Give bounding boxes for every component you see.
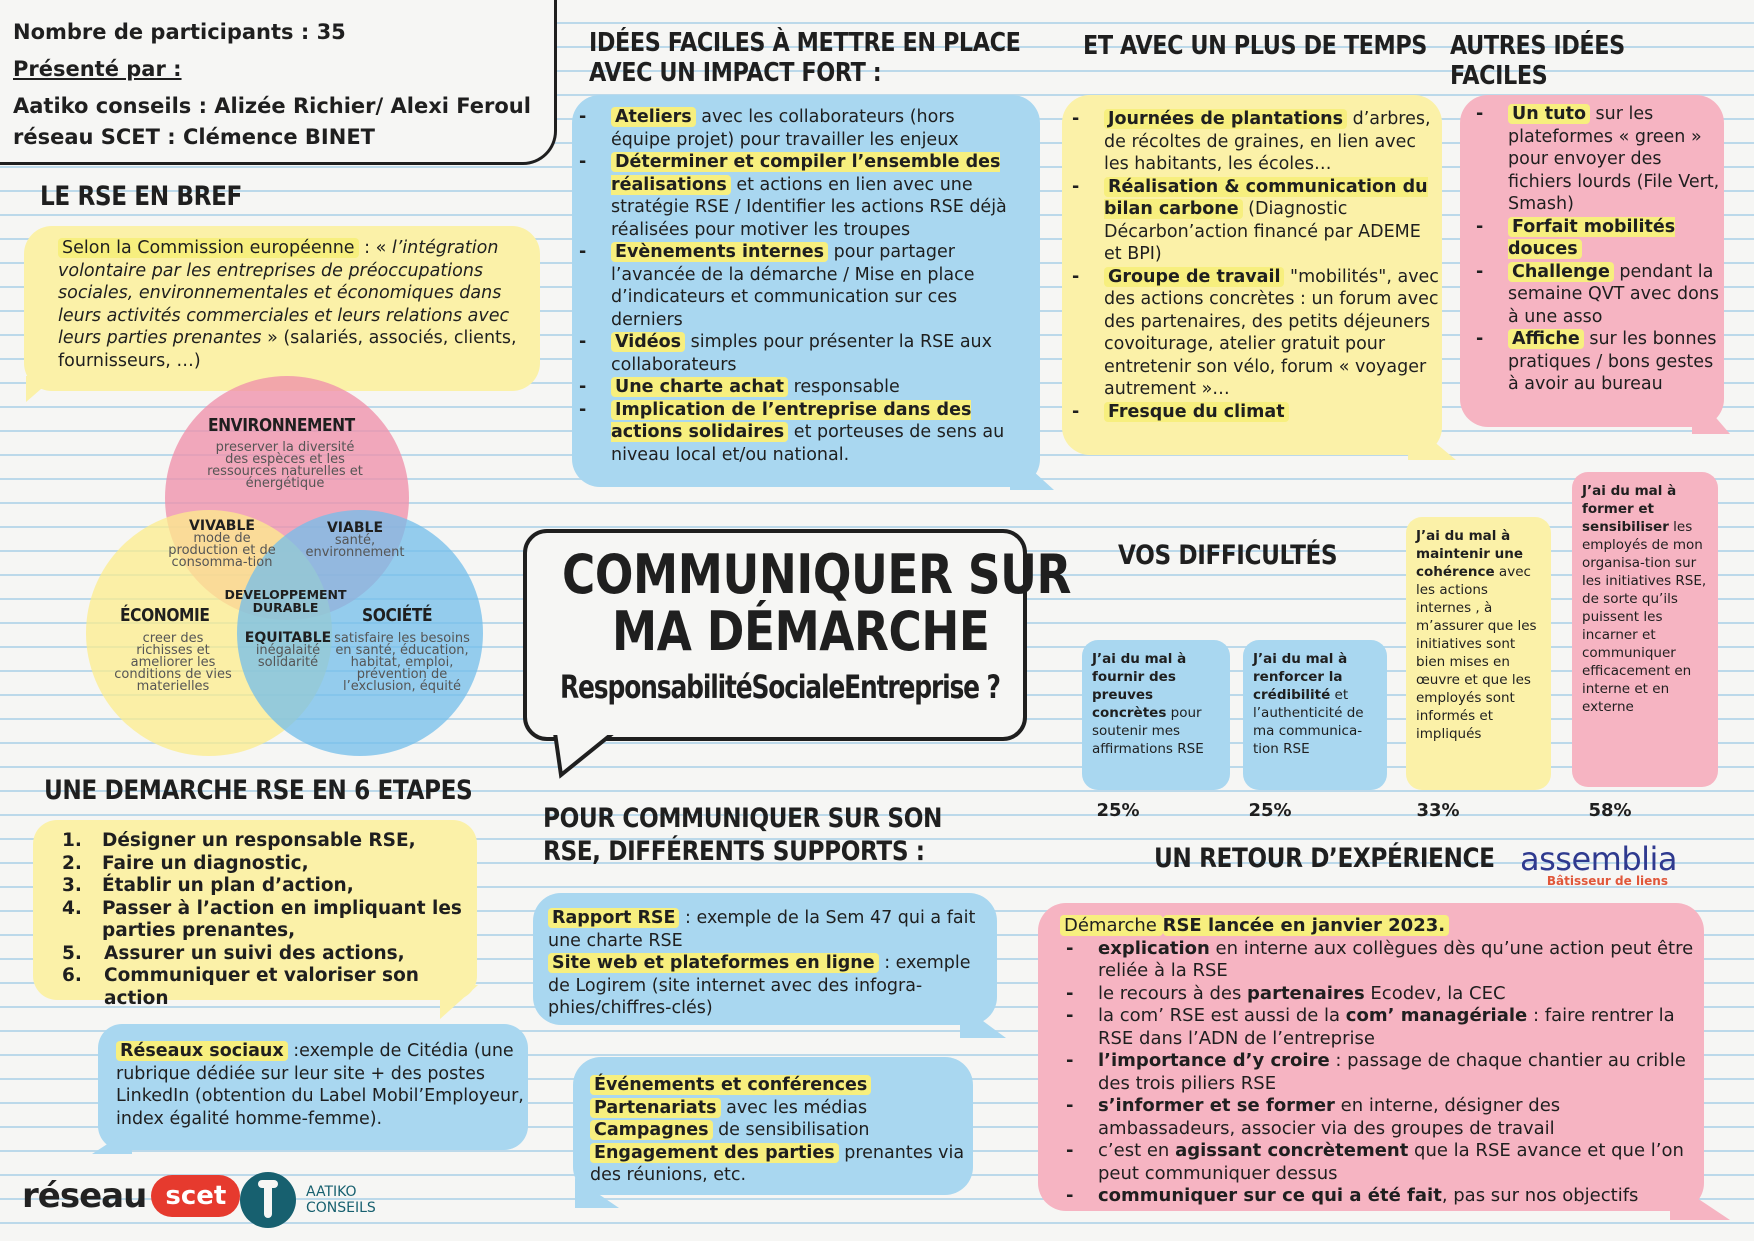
support-item: Engagement des parties prenantes via des réunions, etc. xyxy=(590,1142,965,1185)
difficulty-box: J’ai du mal à renforcer la crédibilité et l’authenticité de ma communica-tion RSE xyxy=(1243,640,1387,790)
list-item: - Journées de plantations d’arbres, de récoltes de graines, en lien avec les habitants, les écoles… xyxy=(1066,108,1441,176)
list-item: - Affiche sur les bonnes pratiques / bons gestes à avoir au bureau xyxy=(1470,328,1722,396)
demarche-title: UNE DEMARCHE RSE EN 6 ETAPES xyxy=(44,775,473,806)
plus-temps-title: ET AVEC UN PLUS DE TEMPS xyxy=(1083,31,1427,61)
list-item: - Implication de l’entreprise dans des actions solidaires et porteuses de sens au niveau local et/ou national. xyxy=(573,399,1013,467)
list-item: - Evènements internes pour partager l’avancée de la démarche / Mise en place d’indicateurs et communication sur ces derniers xyxy=(573,241,1013,331)
venn-vivable-title: VIVABLE xyxy=(189,518,255,534)
autres-idees-list xyxy=(1470,103,1722,396)
list-item: - Fresque du climat xyxy=(1066,401,1441,424)
venn-equitable-title: EQUITABLE xyxy=(244,630,332,646)
assemblia-logo xyxy=(1520,840,1680,888)
retour-item: - s’informer et se former en interne, désigner des ambassadeurs, associer via des groupes de travail xyxy=(1060,1095,1700,1140)
support-item: Partenariats avec les médias xyxy=(590,1097,970,1120)
aatiko-logo-icon xyxy=(240,1172,296,1228)
demarche-step: 5. Assurer un suivi des actions, xyxy=(62,942,405,964)
list-item: - Un tuto sur les plateformes « green » pour envoyer des fichiers lourds (File Vert, Smash) xyxy=(1470,103,1722,216)
difficulty-percentage: 25% xyxy=(1096,800,1140,821)
scet-logo-badge: scet xyxy=(151,1175,240,1217)
difficulty-box: J’ai du mal à former et sensibiliser les employés de mon organisa-tion sur les initiatives RSE, de sorte qu’ils puissent les incarner et communiquer efficacement en interne et en externe xyxy=(1572,472,1718,787)
assemblia-logo-tagline: Bâtisseur de liens xyxy=(1546,874,1668,888)
retour-item: - c’est en agissant concrètement que la RSE avance et que l’on peut communiquer dessus xyxy=(1060,1140,1700,1185)
demarche-step: 1. Désigner un responsable RSE, xyxy=(62,830,416,851)
venn-viable-title: VIABLE xyxy=(326,520,384,536)
difficulty-percentage: 33% xyxy=(1416,800,1460,821)
reseaux-text: Réseaux sociaux :exemple de Citédia (une rubrique dédiée sur leur site + des postes LinkedIn (obtention du Label Mobil’Employeur, index égalité homme-femme). xyxy=(116,1041,524,1129)
supports-list-2 xyxy=(590,1074,970,1187)
venn-equitable-text: inégalaité solidarité xyxy=(255,643,321,670)
difficulty-box: J’ai du mal à maintenir une cohérence avec les actions internes , à m’assurer que les initiatives sont bien mises en œuvre et que les employés sont informés et impliqués xyxy=(1406,517,1551,790)
presenter-aatiko: Aatiko conseils : Alizée Richier/ Alexi Feroul xyxy=(13,94,531,118)
difficultes-title: VOS DIFFICULTÉS xyxy=(1118,540,1338,571)
idees-faciles-title: IDÉES FACILES À METTRE EN PLACE AVEC UN IMPACT FORT : xyxy=(589,28,1021,88)
aatiko-logo-text: AATIKO xyxy=(306,1184,357,1200)
venn-env-title: ENVIRONNEMENT xyxy=(208,415,355,436)
venn-viable-text: santé, environnement xyxy=(305,533,405,560)
center-title-line2: MA DÉMARCHE xyxy=(612,600,990,663)
presenter-scet: réseau SCET : Clémence BINET xyxy=(13,125,375,149)
difficulty-percentage: 25% xyxy=(1248,800,1292,821)
supports-title: POUR COMMUNIQUER SUR SON RSE, DIFFÉRENTS SUPPORTS : xyxy=(543,803,943,867)
retour-list xyxy=(1060,915,1700,1208)
retour-title: UN RETOUR D’EXPÉRIENCE xyxy=(1154,843,1495,874)
venn-env-text: preserver la diversité des espèces et les ressources naturelles et énergétique xyxy=(207,440,363,491)
venn-soc-title: SOCIÉTÉ xyxy=(362,605,433,626)
venn-soc-text: satisfaire les besoins en santé, éducation, habitat, emploi, prévention de l’exclusion, équité xyxy=(334,631,470,694)
assemblia-logo-text: assemblia xyxy=(1520,840,1678,878)
retour-item: - communiquer sur ce qui a été fait, pas sur nos objectifs xyxy=(1060,1185,1700,1208)
idees-faciles-list xyxy=(573,106,1013,466)
autres-idees-title: AUTRES IDÉES FACILES xyxy=(1450,31,1625,91)
center-title-line1: COMMUNIQUER SUR xyxy=(562,543,1072,606)
support-item: Campagnes de sensibilisation xyxy=(590,1119,970,1142)
demarche-step: 2. Faire un diagnostic, xyxy=(62,852,309,874)
list-item: - Une charte achat responsable xyxy=(573,376,1013,399)
venn-vivable-text: mode de production et de consomma-tion xyxy=(168,531,276,570)
supports-list-1 xyxy=(548,907,993,1020)
list-item: - Challenge pendant la semaine QVT avec dons à une asso xyxy=(1470,261,1722,329)
plus-temps-list xyxy=(1066,108,1441,423)
list-item: - Groupe de travail "mobilités", avec des actions concrètes : un forum avec des partenaires, des petits déjeuners covoiturage, atelier gratuit pour entretenir son vélo, forum « voyager autrement »… xyxy=(1066,266,1441,401)
presented-by-label: Présenté par : xyxy=(13,57,182,81)
venn-eco-text: creer des richisses et ameliorer les conditions de vies materielles xyxy=(114,631,232,694)
difficulty-percentage: 58% xyxy=(1588,800,1632,821)
reseau-scet-logo xyxy=(22,1175,240,1231)
retour-item: - explication en interne aux collègues dès qu’une action peut être reliée à la RSE xyxy=(1060,938,1700,983)
rse-bref-text: Selon la Commission européenne : « l’intégration volontaire par les entreprises de préoccupations sociales, environnementales et économiques dans leurs activités commerciales et leurs relations avec leurs parties prenantes » (salariés, associés, clients, fournisseurs, …) xyxy=(58,238,517,371)
demarche-step: 4. Passer à l’action en impliquant les parties prenantes, xyxy=(62,897,462,941)
list-item: - Vidéos simples pour présenter la RSE aux collaborateurs xyxy=(573,331,1013,376)
rse-bref-title: LE RSE EN BREF xyxy=(40,181,242,212)
retour-item: - la com’ RSE est aussi de la com’ managériale : faire rentrer la RSE dans l’ADN de l’entreprise xyxy=(1060,1005,1700,1050)
demarche-step: 3. Établir un plan d’action, xyxy=(62,875,354,896)
support-item: Événements et conférences xyxy=(590,1074,970,1097)
venn-center-title: DEVELOPPEMENT DURABLE xyxy=(224,587,347,615)
venn-eco-title: ÉCONOMIE xyxy=(120,605,210,626)
support-item: Rapport RSE : exemple de la Sem 47 qui a fait une charte RSE xyxy=(548,908,976,951)
list-item: - Ateliers avec les collaborateurs (hors équipe projet) pour travailler les enjeux xyxy=(573,106,1013,151)
demarche-steps xyxy=(62,830,482,1010)
difficulty-box: J’ai du mal à fournir des preuves concrètes pour soutenir mes affirmations RSE xyxy=(1082,640,1230,790)
retour-intro: Démarche RSE lancée en janvier 2023. xyxy=(1060,915,1700,938)
list-item: - Réalisation & communication du bilan carbone (Diagnostic Décarbon’action financé par ADEME et BPI) xyxy=(1066,176,1441,266)
list-item: - Forfait mobilités douces xyxy=(1470,216,1722,261)
support-item: Site web et plateformes en ligne : exemple de Logirem (site internet avec des infogra-phies/chiffres-clés) xyxy=(548,953,971,1018)
participants-count: Nombre de participants : 35 xyxy=(13,20,346,44)
retour-item: - le recours à des partenaires Ecodev, la CEC xyxy=(1060,983,1700,1006)
list-item: - Déterminer et compiler l’ensemble des réalisations et actions en lien avec une stratégie RSE / Identifier les actions RSE déjà réalisées pour motiver les troupes xyxy=(573,151,1013,241)
demarche-step: 6. Communiquer et valoriser son action xyxy=(62,965,419,1009)
retour-item: - l’importance d’y croire : passage de chaque chantier au crible des trois piliers RSE xyxy=(1060,1050,1700,1095)
reseau-logo-text: réseau xyxy=(22,1176,147,1216)
center-bubble-tail xyxy=(553,735,623,780)
aatiko-logo-subtext: CONSEILS xyxy=(306,1200,376,1216)
center-title-line3: ResponsabilitéSocialeEntreprise ? xyxy=(560,668,1000,706)
